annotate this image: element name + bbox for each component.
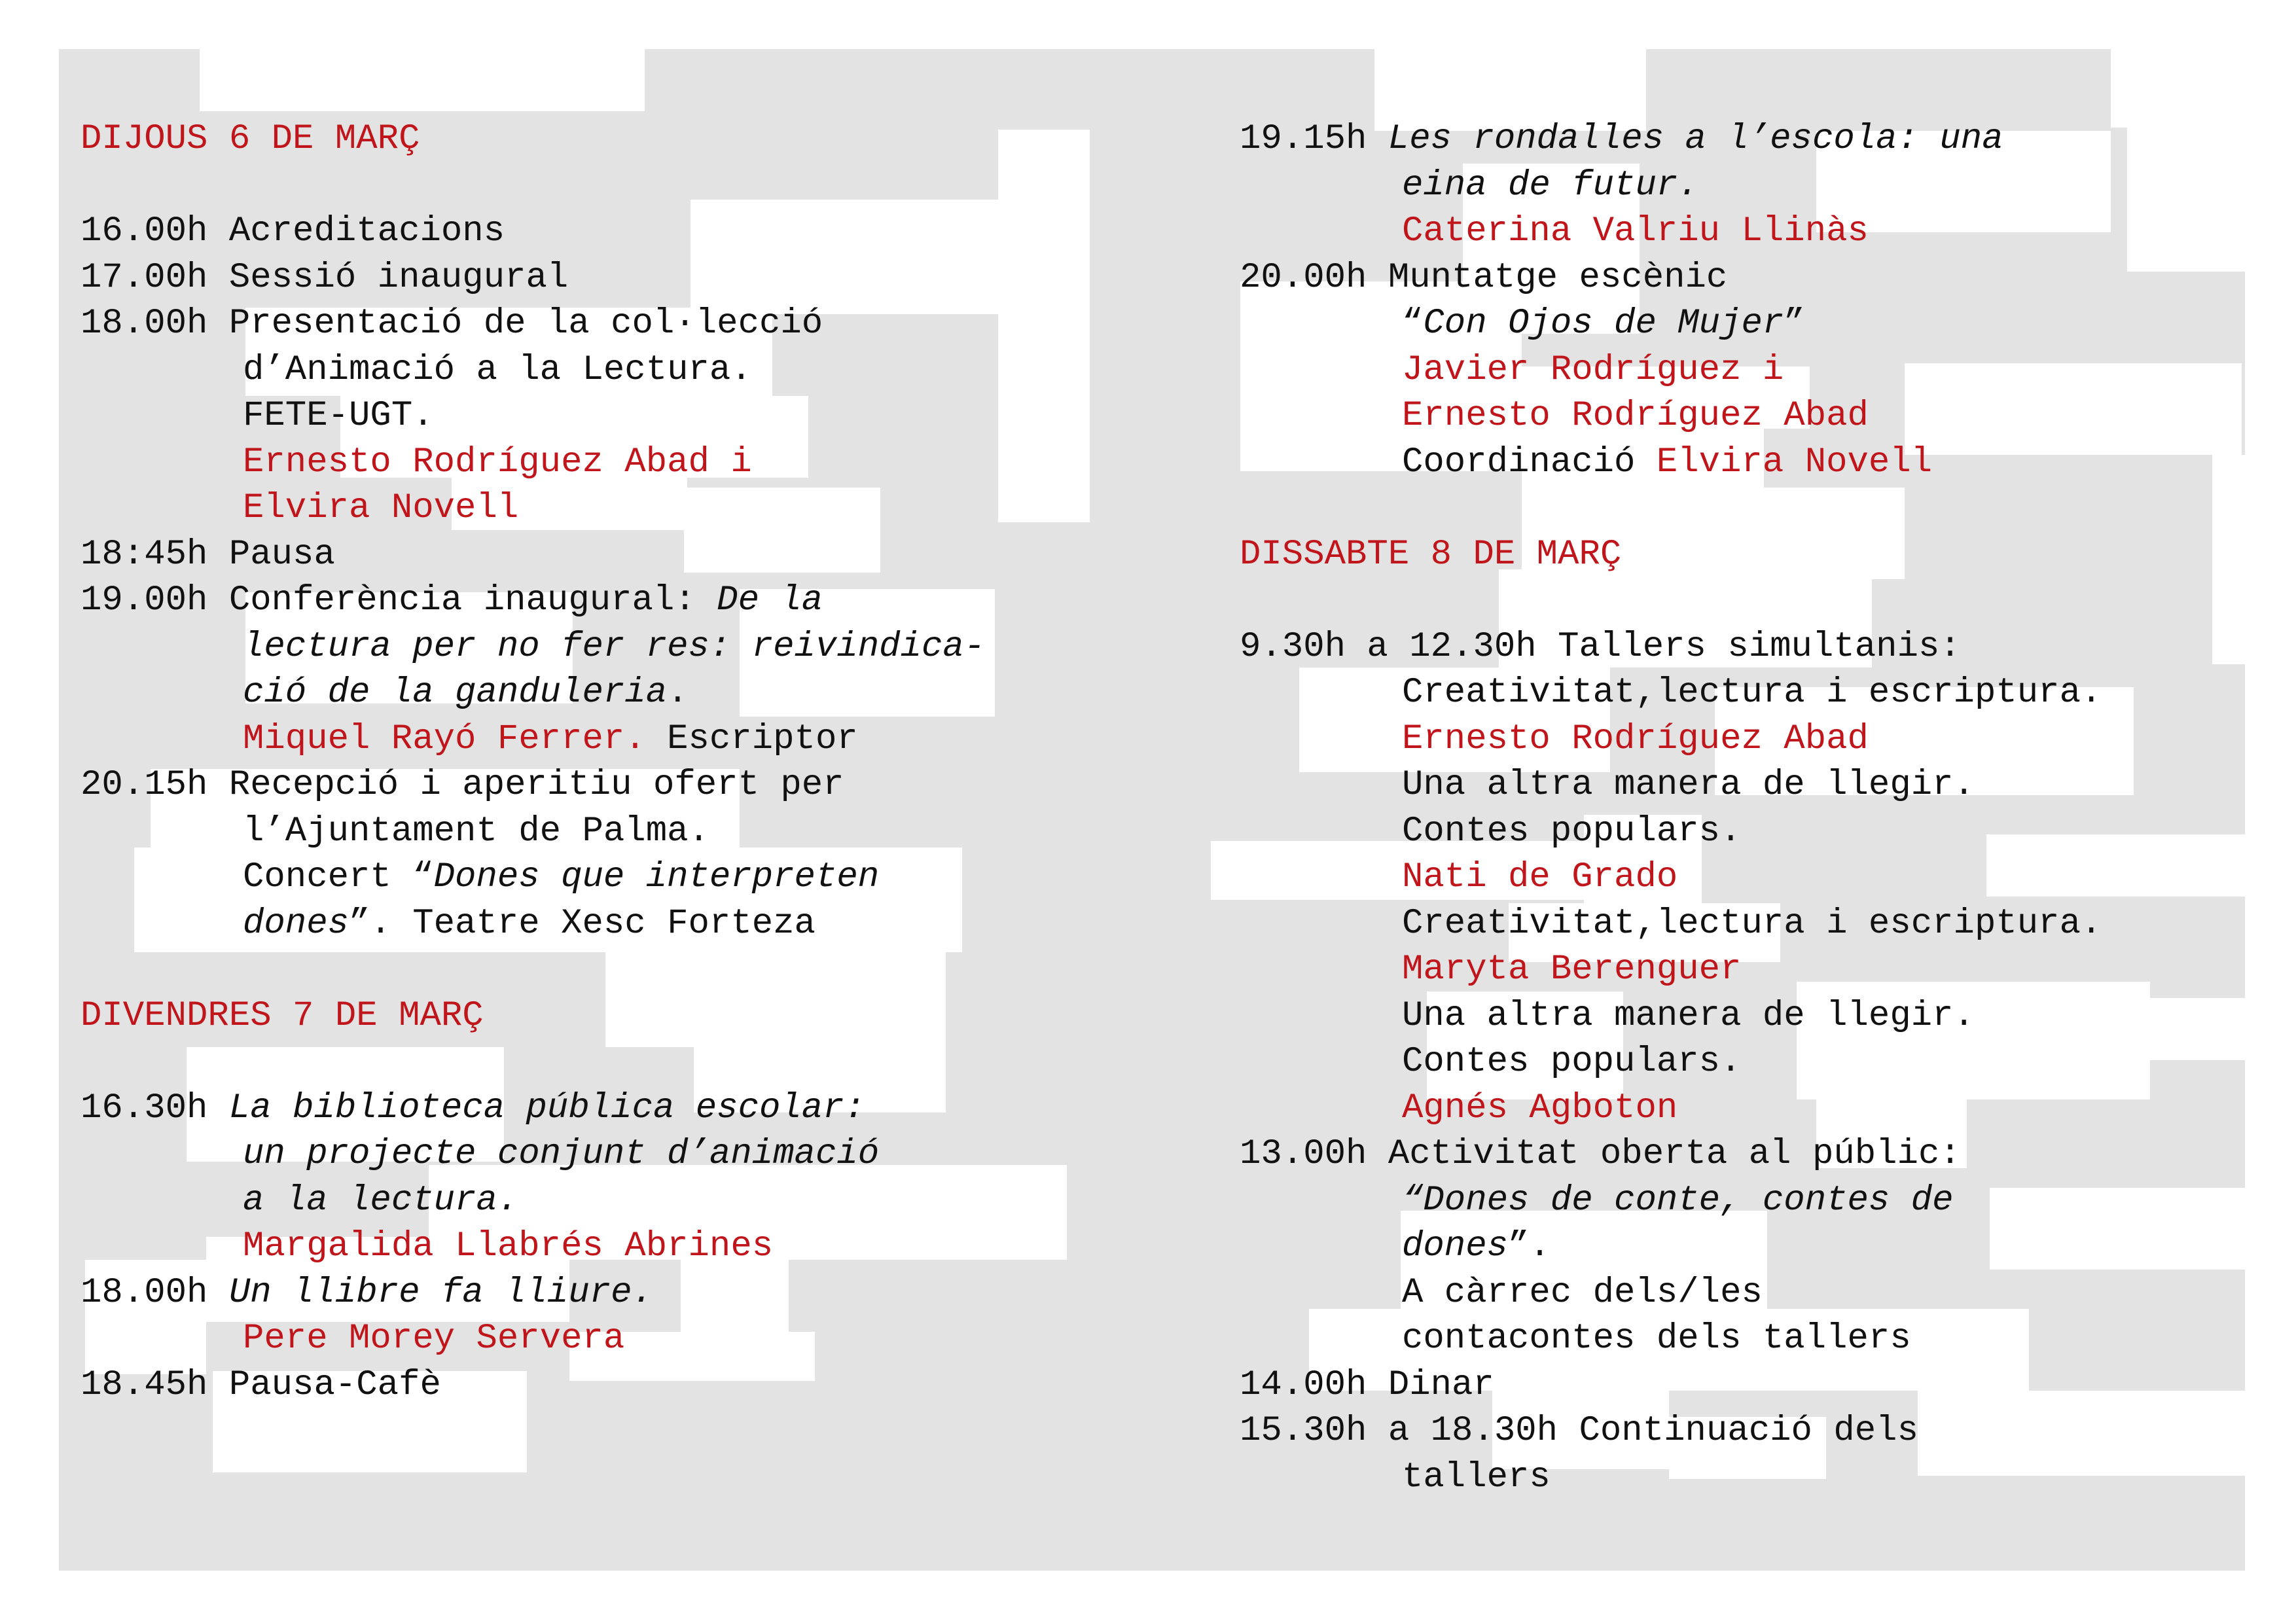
program-line xyxy=(1240,809,2102,855)
highlight-text: Elvira Novell xyxy=(243,488,519,528)
program-line xyxy=(81,809,985,855)
program-text: 9.30h a 12.30h Tallers simultanis: xyxy=(1240,626,1961,667)
highlight-text: Ernesto Rodríguez Abad xyxy=(1402,719,1869,759)
program-line xyxy=(1240,163,2102,209)
program-line xyxy=(81,532,985,579)
program-line xyxy=(1240,440,2102,486)
program-line xyxy=(81,901,985,948)
program-line xyxy=(1240,947,2102,993)
program-text: Con Ojos de Mujer xyxy=(1423,304,1784,344)
program-text: 19.15h xyxy=(1240,119,1388,159)
program-line xyxy=(1240,209,2102,255)
program-text: Les rondalles a l’escola: una xyxy=(1388,119,2003,159)
highlight-text: Margalida Llabrés Abrines xyxy=(243,1226,774,1266)
program-line xyxy=(81,116,985,163)
highlight-text: Nati de Grado xyxy=(1402,857,1678,897)
highlight-text: Elvira Novell xyxy=(1656,442,1933,482)
program-line xyxy=(81,1178,985,1224)
program-text: ”. Teatre Xesc Forteza xyxy=(349,903,816,944)
program-text: Una altra manera de llegir. xyxy=(1402,765,1975,805)
program-line xyxy=(1240,348,2102,394)
program-text: 18.00h Presentació de la col·lecció xyxy=(81,304,823,344)
program-line xyxy=(1240,1178,2102,1224)
program-line xyxy=(81,670,985,717)
program-text: d’Animació a la Lectura. xyxy=(243,349,752,390)
program-line xyxy=(81,1086,985,1132)
program-line xyxy=(81,209,985,255)
program-line xyxy=(81,486,985,532)
highlight-text: DIJOUS 6 DE MARÇ xyxy=(81,119,420,159)
program-text: . xyxy=(667,673,689,713)
program-text: “Dones de conte, contes de xyxy=(1402,1180,1954,1221)
program-line xyxy=(81,855,985,901)
program-text: Concert “ xyxy=(243,857,434,897)
program-text: 20.15h Recepció i aperitiu ofert per xyxy=(81,765,844,805)
program-line xyxy=(1240,1363,2102,1409)
program-line xyxy=(1240,1408,2102,1455)
program-line xyxy=(81,1316,985,1363)
program-line xyxy=(1240,670,2102,717)
program-column-left xyxy=(81,116,985,1408)
program-text: lectura per no fer res: reivindica- xyxy=(243,626,986,667)
program-line xyxy=(1240,1455,2102,1501)
program-text: Un llibre fa lliure. xyxy=(228,1272,653,1313)
highlight-text: Miquel Rayó Ferrer. xyxy=(243,719,646,759)
program-line xyxy=(1240,624,2102,671)
program-line xyxy=(81,1270,985,1317)
program-text: 18.45h Pausa-Cafè xyxy=(81,1364,441,1405)
program-line xyxy=(1240,1224,2102,1270)
highlight-text: Maryta Berenguer xyxy=(1402,950,1742,990)
highlight-text: Ernesto Rodríguez Abad xyxy=(1402,396,1869,436)
program-line xyxy=(1240,1270,2102,1317)
program-line xyxy=(81,993,985,1040)
program-text: 18:45h Pausa xyxy=(81,534,335,575)
program-line xyxy=(81,440,985,486)
program-line xyxy=(81,1363,985,1409)
program-line xyxy=(1240,393,2102,440)
highlight-text: Caterina Valriu Llinàs xyxy=(1402,211,1869,251)
program-line xyxy=(81,717,985,763)
program-line xyxy=(1240,1316,2102,1363)
program-text: Coordinació xyxy=(1402,442,1657,482)
program-text: l’Ajuntament de Palma. xyxy=(243,811,709,851)
program-line xyxy=(1240,578,2102,624)
program-line xyxy=(1240,901,2102,948)
program-text: ció de la ganduleria xyxy=(243,673,668,713)
program-line xyxy=(1240,717,2102,763)
program-text: La biblioteca pública escolar: xyxy=(228,1088,866,1128)
program-text: 20.00h Muntatge escènic xyxy=(1240,257,1728,298)
highlight-text: DISSABTE 8 DE MARÇ xyxy=(1240,534,1622,575)
program-line xyxy=(81,255,985,302)
program-line xyxy=(81,301,985,348)
program-text: 16.30h xyxy=(81,1088,229,1128)
program-line xyxy=(81,1224,985,1270)
program-text: 15.30h a 18.30h Continuació dels xyxy=(1240,1411,1918,1451)
program-line xyxy=(81,762,985,809)
highlight-text: Ernesto Rodríguez Abad i xyxy=(243,442,752,482)
program-line xyxy=(1240,1132,2102,1178)
program-line xyxy=(1240,993,2102,1040)
program-text: Contes populars. xyxy=(1402,811,1742,851)
program-text: Dones que interpreten xyxy=(433,857,880,897)
program-text: Escriptor xyxy=(645,719,858,759)
program-line xyxy=(1240,1039,2102,1086)
program-line xyxy=(81,624,985,671)
program-text: dones xyxy=(243,903,350,944)
program-text: a la lectura. xyxy=(243,1180,519,1221)
program-line xyxy=(1240,855,2102,901)
program-text: Creativitat,lectura i escriptura. xyxy=(1402,673,2102,713)
program-column-right xyxy=(1240,116,2102,1501)
program-text: “ xyxy=(1402,304,1424,344)
program-text: 13.00h Activitat oberta al públic: xyxy=(1240,1134,1961,1174)
program-line xyxy=(1240,255,2102,302)
program-line xyxy=(81,163,985,209)
program-text: ” xyxy=(1784,304,1805,344)
program-line xyxy=(1240,486,2102,532)
program-line xyxy=(1240,116,2102,163)
highlight-text: DIVENDRES 7 DE MARÇ xyxy=(81,995,484,1036)
program-text: FETE-UGT. xyxy=(243,396,434,436)
program-text: un projecte conjunt d’animació xyxy=(243,1134,880,1174)
program-text: 16.00h Acreditacions xyxy=(81,211,505,251)
program-line xyxy=(81,578,985,624)
program-line xyxy=(81,393,985,440)
program-line xyxy=(81,348,985,394)
highlight-text: Agnés Agboton xyxy=(1402,1088,1678,1128)
program-text: Creativitat,lectura i escriptura. xyxy=(1402,903,2102,944)
program-line xyxy=(1240,1086,2102,1132)
program-text: tallers xyxy=(1402,1457,1551,1497)
program-text: ”. xyxy=(1508,1226,1551,1266)
program-text: dones xyxy=(1402,1226,1509,1266)
program-text: eina de futur. xyxy=(1402,165,1699,205)
program-text: 18.00h xyxy=(81,1272,229,1313)
program-text: 14.00h Dinar xyxy=(1240,1364,1494,1405)
program-line xyxy=(1240,301,2102,348)
highlight-text: Pere Morey Servera xyxy=(243,1319,625,1359)
program-line xyxy=(81,1132,985,1178)
program-line xyxy=(1240,762,2102,809)
program-text: 19.00h Conferència inaugural: xyxy=(81,580,717,620)
program-line xyxy=(81,1039,985,1086)
highlight-text: Javier Rodríguez i xyxy=(1402,349,1784,390)
program-text: A càrrec dels/les xyxy=(1402,1272,1763,1313)
program-text: Contes populars. xyxy=(1402,1042,1742,1082)
program-text: 17.00h Sessió inaugural xyxy=(81,257,569,298)
program-text: Una altra manera de llegir. xyxy=(1402,995,1975,1036)
program-line xyxy=(1240,532,2102,579)
program-text: contacontes dels tallers xyxy=(1402,1319,1911,1359)
program-text: De la xyxy=(717,580,823,620)
program-line xyxy=(81,947,985,993)
